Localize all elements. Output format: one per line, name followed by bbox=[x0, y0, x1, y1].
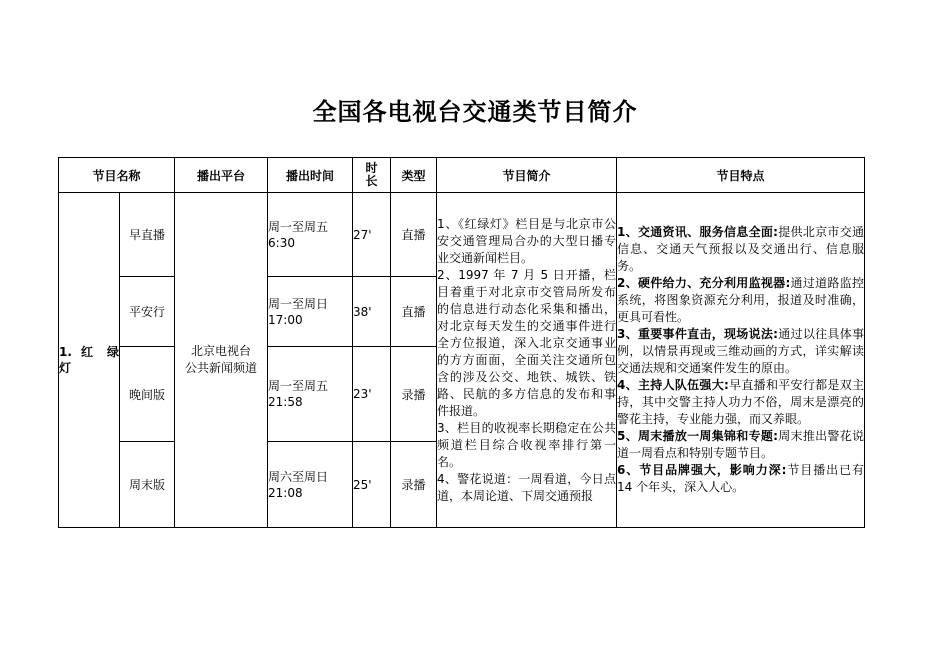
time-clock: 6:30 bbox=[268, 235, 295, 250]
feature-body: 通过以往具体事例，以情景再现或三维动画的方式，详实解读交通法规和交通案件发生的原由。 bbox=[617, 327, 865, 375]
platform-line2: 公共新闻频道 bbox=[185, 361, 258, 375]
duration-cell: 27' bbox=[353, 193, 391, 277]
header-time: 播出时间 bbox=[268, 158, 353, 193]
feature-body: 节目播出已有 14 个年头，深入人心。 bbox=[617, 463, 865, 494]
feature-item bbox=[617, 224, 864, 275]
time-days: 周一至周五 bbox=[268, 379, 329, 393]
duration-cell: 25' bbox=[353, 442, 391, 528]
feature-item bbox=[617, 428, 864, 462]
feature-body: 通过道路监控系统，将图象资源充分利用，报道及时准确，更具可看性。 bbox=[617, 276, 865, 324]
feature-item bbox=[617, 326, 864, 377]
feature-head: 6、节目品牌强大，影响力深: bbox=[617, 463, 787, 477]
intro-paragraph: 1、《红绿灯》栏目是与北京市公安交通管理局合办的大型日播专业交通新闻栏目。 bbox=[437, 216, 617, 265]
header-platform: 播出平台 bbox=[175, 158, 268, 193]
header-duration-bottom: 长 bbox=[365, 174, 378, 188]
feature-head: 4、主持人队伍强大: bbox=[617, 378, 729, 392]
time-clock: 21:58 bbox=[268, 395, 303, 409]
feature-body: 早直播和平安行都是双主持，其中交警主持人功力不俗，周末是漂亮的警花主持，专业能力强，而又养眼。 bbox=[617, 378, 865, 426]
segment-name: 周末版 bbox=[120, 442, 175, 528]
segment-name: 平安行 bbox=[120, 277, 175, 347]
time-clock: 21:08 bbox=[268, 485, 303, 500]
intro-cell bbox=[437, 193, 617, 528]
time-cell bbox=[268, 193, 353, 277]
feature-item bbox=[617, 377, 864, 428]
duration-cell: 38' bbox=[353, 277, 391, 347]
header-duration bbox=[353, 158, 391, 193]
feature-head: 1、交通资讯、服务信息全面: bbox=[617, 225, 778, 239]
header-duration-top: 时 bbox=[365, 161, 378, 175]
intro-paragraph: 4、警花说道：一周看道，今日点道，本周论道、下周交通预报 bbox=[437, 471, 617, 503]
table-row bbox=[59, 193, 865, 277]
header-name: 节目名称 bbox=[59, 158, 175, 193]
time-cell bbox=[268, 277, 353, 347]
intro-paragraph: 2、1997 年 7 月 5 日开播，栏目着重于对北京市交管局所发布的信息进行动态化采集和播出，对北京每天发生的交通事件进行全方位报道，深入北京交通事业的方方面面，全面关注交通所包含的涉及公交、地铁、城铁、铁路、民航的多方信息的发布和事件报道。 bbox=[437, 267, 617, 418]
program-name: 1. 红 绿 灯 bbox=[59, 193, 120, 528]
feature-head: 3、重要事件直击，现场说法: bbox=[617, 327, 778, 341]
program-table bbox=[58, 157, 865, 528]
platform-cell bbox=[175, 193, 268, 528]
segment-name: 早直播 bbox=[120, 193, 175, 277]
feature-head: 5、周末播放一周集锦和专题: bbox=[617, 429, 778, 443]
header-intro: 节目简介 bbox=[437, 158, 617, 193]
time-cell bbox=[268, 347, 353, 442]
time-days: 周一至周日 bbox=[268, 296, 329, 311]
feature-body: 提供北京市交通信息、交通天气预报以及交通出行、信息服务。 bbox=[617, 225, 865, 273]
feature-body: 周末推出警花说道一周看点和特别专题节目。 bbox=[617, 429, 865, 460]
time-cell bbox=[268, 442, 353, 528]
platform-line1: 北京电视台 bbox=[191, 344, 252, 358]
time-clock: 17:00 bbox=[268, 312, 303, 327]
feature-head: 2、硬件给力、充分利用监视器: bbox=[617, 276, 791, 290]
document-title: 全国各电视台交通类节目简介 bbox=[312, 98, 638, 126]
type-cell: 录播 bbox=[391, 347, 437, 442]
header-features: 节目特点 bbox=[617, 158, 865, 193]
type-cell: 直播 bbox=[391, 277, 437, 347]
features-cell bbox=[617, 193, 865, 528]
feature-item bbox=[617, 462, 864, 496]
type-cell: 直播 bbox=[391, 193, 437, 277]
feature-item bbox=[617, 275, 864, 326]
header-type: 类型 bbox=[391, 158, 437, 193]
header-row bbox=[59, 158, 865, 193]
time-days: 周六至周日 bbox=[268, 469, 329, 484]
time-days: 周一至周五 bbox=[268, 219, 329, 234]
segment-name: 晚间版 bbox=[120, 347, 175, 442]
type-cell: 录播 bbox=[391, 442, 437, 528]
intro-paragraph: 3、栏目的收视率长期稳定在公共频道栏目综合收视率排行第一名。 bbox=[437, 420, 617, 469]
duration-cell: 23' bbox=[353, 347, 391, 442]
